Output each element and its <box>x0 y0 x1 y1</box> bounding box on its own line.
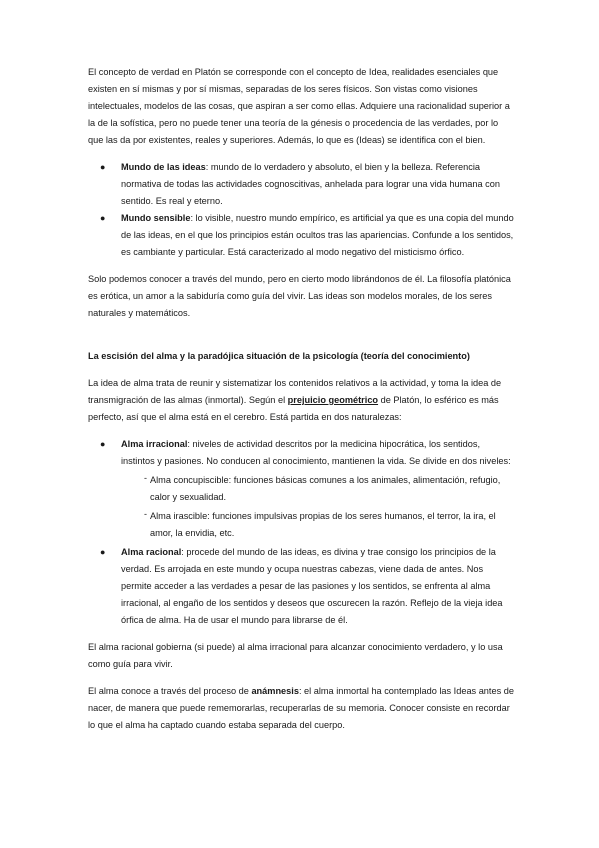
soul-idea-text-a: La idea de alma trata de reunir y sistematizar los contenidos relativos a la actividad, y toma la idea de transmigración de las almas (inmortal). Según el <box>88 378 502 405</box>
paragraph-soul-idea <box>88 375 516 426</box>
dash-icon: - <box>144 509 147 519</box>
bullet-icon: ● <box>100 213 106 223</box>
bullet-icon: ● <box>100 162 106 172</box>
anamnesis-text-c: : el alma inmortal ha contemplado las Ideas antes de nacer, de manera que puede rememorarlas, recuperarlas de su memoria. Conocer consiste en recordar lo que el alma ha captado cuando estaba separada del cuerpo. <box>88 686 514 730</box>
term-alma-racional: Alma racional <box>121 547 182 557</box>
desc-alma-racional: : procede del mundo de las ideas, es divina y trae consigo los principios de la verdad. Es arrojada en este mundo y ocupa nuestras cabezas, viene dada de antes. Nos permite acceder a las verdades a pesar de las pasiones y los sentidos, se enfrenta al alma irracional, al engaño de los sentidos y deseos que oscurecen la razón. Reflejo de la vieja idea órfica de alma. Ha de usar el mundo para librarse de él. <box>121 547 503 625</box>
soul-idea-text-b: de Platón, lo esférico es más perfecto, así que el alma está en el cerebro. Está partida en dos naturalezas: <box>88 395 499 422</box>
list-item-alma-irracional <box>88 436 516 470</box>
dash-icon: - <box>144 473 147 483</box>
prejuicio-geometrico-term: prejuicio geométrico <box>287 395 379 405</box>
sublist-item-concupiscible <box>88 472 516 506</box>
anamnesis-text-a: El alma conoce a través del proceso de <box>88 686 252 696</box>
term-mundo-ideas: Mundo de las ideas <box>121 162 206 172</box>
section-heading: La escisión del alma y la paradójica situación de la psicología (teoría del conocimiento) <box>88 351 470 361</box>
term-alma-irracional: Alma irracional <box>121 439 188 449</box>
bullet-icon: ● <box>100 439 106 449</box>
list-item-alma-racional <box>88 544 516 629</box>
desc-alma-irracional: : niveles de actividad descritos por la medicina hipocrática, los sentidos, instintos y pasiones. No conducen al conocimiento, mantienen la vida. Se divide en dos niveles: <box>121 439 511 466</box>
list-item-mundo-sensible <box>88 210 516 261</box>
desc-concupiscible: Alma concupiscible: funciones básicas comunes a los animales, alimentación, refugio, calor y sexualidad. <box>150 475 501 502</box>
anamnesis-term: anámnesis <box>251 686 299 696</box>
paragraph-govern: El alma racional gobierna (si puede) al alma irracional para alcanzar conocimiento verdadero, y lo usa como guía para vivir. <box>88 642 503 669</box>
document-page <box>88 64 516 744</box>
list-item-mundo-ideas <box>88 159 516 210</box>
paragraph-intro: El concepto de verdad en Platón se corresponde con el concepto de Idea, realidades esenciales que existen en sí mismas y por sí mismas, separadas de los seres físicos. Son vistas como visiones intelectuales, modelos de las cosas, que aspiran a ser como ellas. Adquiere una racionalidad superior a la de la sofística, pero no puede tener una teoría de la génesis o procedencia de las verdades, por lo que las da por existentes, reales y superiores. Además, lo que es (Ideas) se identifica con el bien. <box>88 67 510 145</box>
desc-mundo-ideas: : mundo de lo verdadero y absoluto, el bien y la belleza. Referencia normativa de todas las actividades cognoscitivas, anhelada para lograr una vida humana con sentido. Es real y eterno. <box>121 162 500 206</box>
paragraph-knowledge: Solo podemos conocer a través del mundo, pero en cierto modo librándonos de él. La filosofía platónica es erótica, un amor a la sabiduría como guía del vivir. Las ideas son modelos morales, de los seres naturales y matemáticos. <box>88 274 511 318</box>
desc-mundo-sensible: : lo visible, nuestro mundo empírico, es artificial ya que es una copia del mundo de las ideas, en el que los principios están ocultos tras las apariencias. Confunde a los sentidos, es cambiante y particular. Está caracterizado al modo negativo del misticismo órfico. <box>121 213 514 257</box>
term-mundo-sensible: Mundo sensible <box>121 213 191 223</box>
bullet-icon: ● <box>100 547 106 557</box>
paragraph-anamnesis <box>88 683 516 734</box>
worlds-list <box>88 159 516 261</box>
soul-list <box>88 436 516 629</box>
sublist-item-irascible <box>88 508 516 542</box>
desc-irascible: Alma irascible: funciones impulsivas propias de los seres humanos, el terror, la ira, el amor, la envidia, etc. <box>150 511 496 538</box>
